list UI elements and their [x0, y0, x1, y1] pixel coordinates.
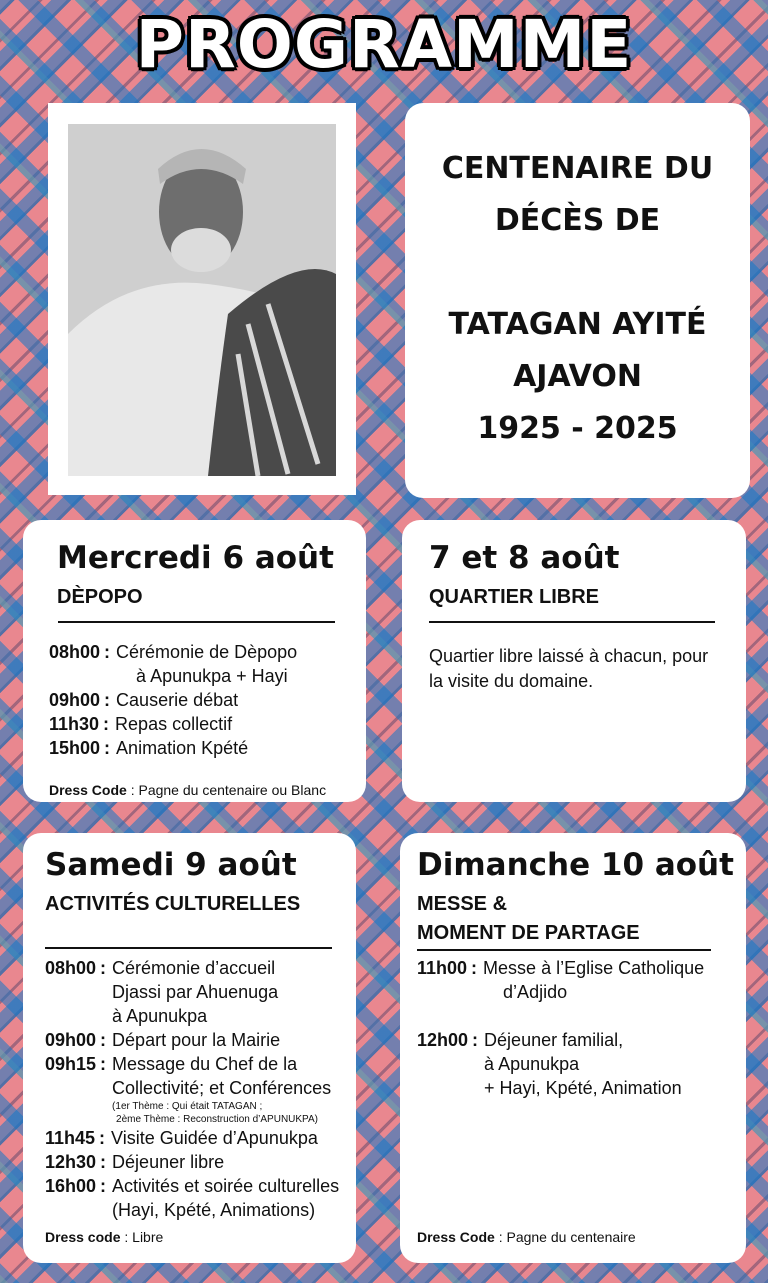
card-subtitle: MOMENT DE PARTAGE [417, 922, 640, 944]
card-subtitle: DÈPOPO [57, 586, 143, 608]
card-subtitle: MESSE & [417, 893, 508, 915]
list-item: 11h45 : Visite Guidée d’Apunukpa [45, 1128, 318, 1148]
list-item: 09h00 : Causerie débat [49, 690, 239, 710]
list-item: 09h00 : Départ pour la Mairie [45, 1030, 281, 1050]
schedule-list [417, 956, 704, 1100]
list-item: 08h00 : Cérémonie d’accueil Djassi par Ahuenuga à Apunukpa [45, 958, 279, 1026]
list-item: 11h30 : Repas collectif [49, 714, 233, 734]
list-item: 12h30 : Déjeuner libre [45, 1152, 225, 1172]
page-title: PROGRAMME [135, 6, 633, 83]
hero-line-2: DÉCÈS DE [494, 203, 661, 238]
hero-line-4: AJAVON [513, 359, 642, 394]
card-title: Samedi 9 août [45, 847, 297, 883]
list-item: 15h00 : Animation Kpété [49, 738, 249, 758]
list-item: 09h15 : Message du Chef de la Collectivité; et Conférences (1er Thème : Qui était TATAGAN ; 2ème Thème : Reconstruction d’APUNUKPA) [45, 1054, 332, 1125]
divider [45, 947, 332, 949]
schedule-list [49, 640, 297, 760]
card-subtitle: QUARTIER LIBRE [429, 586, 599, 608]
portrait-photo [68, 124, 336, 476]
card-wednesday [23, 520, 366, 802]
list-item: 16h00 : Activités et soirée culturelles (Hayi, Kpété, Animations) [45, 1176, 340, 1220]
card-sunday [400, 833, 746, 1263]
portrait-frame [48, 103, 356, 495]
divider [58, 621, 335, 623]
list-item: 08h00 : Cérémonie de Dèpopo à Apunukpa + Hayi [49, 642, 298, 686]
card-saturday [23, 833, 356, 1263]
list-item: 12h00 : Déjeuner familial, à Apunukpa + Hayi, Kpété, Animation [417, 1030, 682, 1098]
card-title: Mercredi 6 août [57, 540, 334, 576]
dress-code: Dress code : Libre [45, 1229, 164, 1245]
hero-line-1: CENTENAIRE DU [441, 151, 714, 186]
free-days-text: Quartier libre laissé à chacun, pour la visite du domaine. [429, 646, 709, 691]
dress-code: Dress Code : Pagne du centenaire [417, 1229, 636, 1245]
hero-line-5: 1925 - 2025 [477, 411, 678, 446]
card-title: 7 et 8 août [429, 540, 620, 576]
schedule-list [45, 956, 339, 1222]
portrait-figure [68, 124, 336, 476]
card-subtitle: ACTIVITÉS CULTURELLES [45, 893, 301, 915]
card-title: Dimanche 10 août [417, 847, 734, 883]
hero-card [405, 103, 750, 498]
list-item: 11h00 : Messe à l’Eglise Catholique d’Adjido [417, 958, 705, 1002]
hero-line-3: TATAGAN AYITÉ [448, 307, 707, 342]
divider [429, 621, 715, 623]
card-free-days [402, 520, 746, 802]
dress-code: Dress Code : Pagne du centenaire ou Blanc [49, 782, 327, 798]
divider [417, 949, 711, 951]
